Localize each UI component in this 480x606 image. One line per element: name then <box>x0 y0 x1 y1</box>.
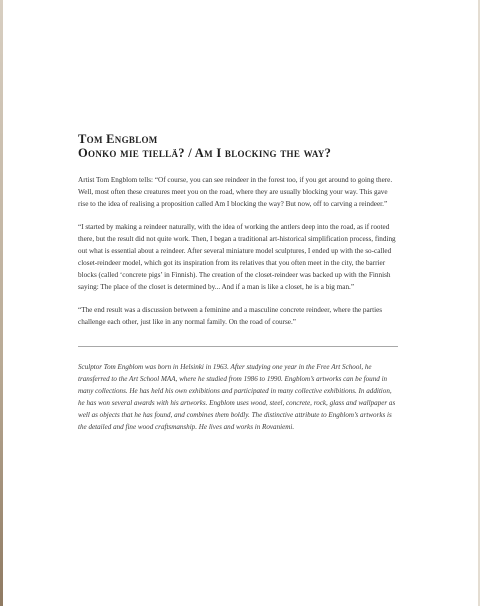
page-binding-edge <box>0 0 3 606</box>
article-heading <box>78 132 398 160</box>
section-divider <box>78 346 398 347</box>
artwork-title: Oonko mie tiellä? / Am I blocking the way? <box>78 146 332 160</box>
paragraph-2: “I started by making a reindeer naturally, with the idea of working the antlers deep into the road, as if rooted there, but the result did not quite work. Then, I began a traditional art-historical simplification process, finding out what is essential about a reindeer. After several miniature model sculptures, I ended up with the so-called closet-reindeer model, which got its inspiration from its relatives that you often meet in the city, the barrier blocks (called ‘concrete pigs’ in Finnish). The creation of the closet-reindeer was backed up with the Finnish saying: The place of the closet is determined by... And if a man is like a closet, he is a big man.” <box>78 223 396 291</box>
artist-name: Tom Engblom <box>78 132 158 146</box>
paragraph-1: Artist Tom Engblom tells: “Of course, you can see reindeer in the forest too, if you get around to going there. Well, most often these creatures meet you on the road, where they are usually blocking your way. This gave rise to the idea of realising a proposition called Am I blocking the way? But now, off to carving a reindeer.” <box>78 176 393 208</box>
paragraph-3: “The end result was a discussion between a feminine and a masculine concrete reindeer, where the parties challenge each other, just like in any normal family. On the road of course.” <box>78 306 383 326</box>
artist-biography: Sculptor Tom Engblom was born in Helsinki in 1963. After studying one year in the Free Art School, he transferred to the Art School MAA, where he studied from 1986 to 1990. Engblom’s artworks can be found in many collections. He has held his own exhibitions and participated in many collective exhibitions. In addition, he has won several awards with his artworks. Engblom uses wood, steel, concrete, rock, glass and wallpaper as well as objects that he has found, and combines them boldly. The distinctive attribute to Engblom’s artworks is the detailed and fine wood craftsmanship. He lives and works in Rovaniemi. <box>78 363 396 431</box>
article-content <box>78 132 398 433</box>
